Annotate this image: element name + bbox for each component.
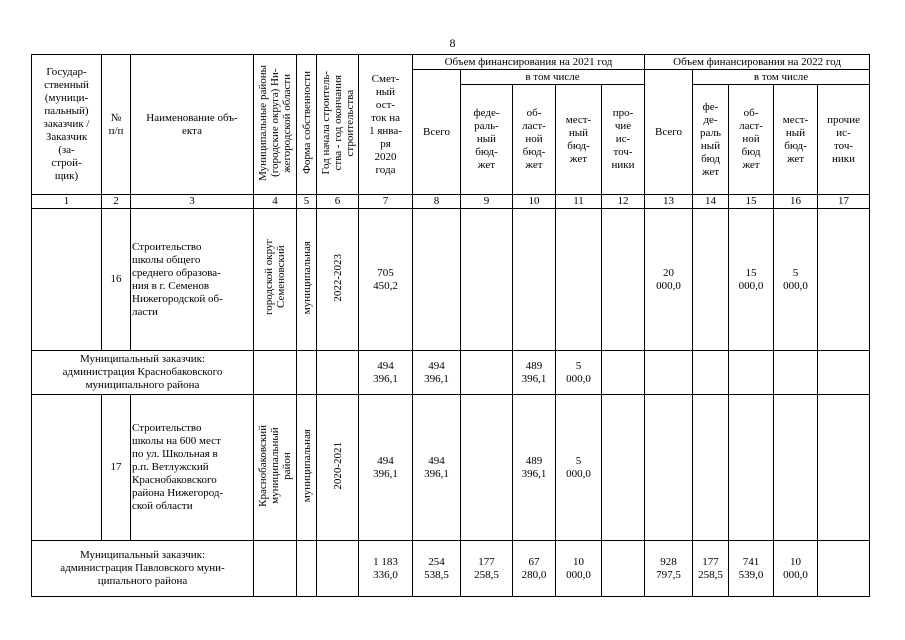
r16-federal-2022 bbox=[693, 209, 729, 351]
g2-regional-2021: 67 280,0 bbox=[513, 541, 556, 597]
g1-regional-2022 bbox=[729, 351, 774, 395]
r17-ownership: муниципальная bbox=[300, 428, 313, 503]
col-num-17: 17 bbox=[818, 195, 870, 209]
g1-regional-2021: 489 396,1 bbox=[513, 351, 556, 395]
g2-local-2021: 10 000,0 bbox=[556, 541, 602, 597]
r16-district: городской округ Семеновский bbox=[263, 239, 287, 316]
header-regional-2022: об- ласт- ной бюд жет bbox=[729, 85, 774, 195]
g2-federal-2022: 177 258,5 bbox=[693, 541, 729, 597]
r16-num: 16 bbox=[102, 209, 131, 351]
col-num-5: 5 bbox=[297, 195, 317, 209]
g2-local-2022: 10 000,0 bbox=[774, 541, 818, 597]
col-num-10: 10 bbox=[513, 195, 556, 209]
g1-ownership bbox=[297, 351, 317, 395]
header-customer: Государ- ственный (муници- пальный) заказчик / Заказчик (за- строй- щик) bbox=[32, 55, 102, 195]
g2-district bbox=[254, 541, 297, 597]
header-total-2021: Всего bbox=[413, 70, 461, 195]
financing-table bbox=[31, 54, 870, 597]
header-federal-2022: фе- де- раль ный бюд жет bbox=[693, 85, 729, 195]
r17-total-2021: 494 396,1 bbox=[413, 395, 461, 541]
r16-local-2022: 5 000,0 bbox=[774, 209, 818, 351]
g2-years bbox=[317, 541, 359, 597]
r17-local-2021: 5 000,0 bbox=[556, 395, 602, 541]
g1-federal-2021 bbox=[461, 351, 513, 395]
r17-other-2021 bbox=[602, 395, 645, 541]
col-num-1: 1 bbox=[32, 195, 102, 209]
r16-estimate: 705 450,2 bbox=[359, 209, 413, 351]
header-num: № п/п bbox=[102, 55, 131, 195]
col-num-3: 3 bbox=[131, 195, 254, 209]
g2-other-2021 bbox=[602, 541, 645, 597]
group-1-label: Муниципальный заказчик: администрация Краснобаковского муниципального района bbox=[32, 351, 254, 395]
g1-federal-2022 bbox=[693, 351, 729, 395]
g2-total-2022: 928 797,5 bbox=[645, 541, 693, 597]
col-num-16: 16 bbox=[774, 195, 818, 209]
header-other-2022: прочие ис- точ- ники bbox=[818, 85, 870, 195]
header-fin-2022: Объем финансирования на 2022 год bbox=[645, 55, 870, 70]
r17-district-cell bbox=[254, 395, 297, 541]
r17-district: Краснобаковский муниципальный район bbox=[257, 424, 293, 507]
r17-federal-2022 bbox=[693, 395, 729, 541]
col-num-14: 14 bbox=[693, 195, 729, 209]
r16-federal-2021 bbox=[461, 209, 513, 351]
header-total-2022: Всего bbox=[645, 70, 693, 195]
header-district-cell bbox=[254, 55, 297, 195]
header-estimate: Смет- ный ост- ток на 1 янва- ря 2020 года bbox=[359, 55, 413, 195]
column-number-row bbox=[32, 195, 870, 209]
header-years-cell bbox=[317, 55, 359, 195]
g2-regional-2022: 741 539,0 bbox=[729, 541, 774, 597]
r17-ownership-cell bbox=[297, 395, 317, 541]
g1-total-2021: 494 396,1 bbox=[413, 351, 461, 395]
r16-years-cell bbox=[317, 209, 359, 351]
table-row-16 bbox=[32, 209, 870, 351]
header-row-1 bbox=[32, 55, 870, 70]
group-row-krasnobakovsky bbox=[32, 351, 870, 395]
r16-district-cell bbox=[254, 209, 297, 351]
col-num-13: 13 bbox=[645, 195, 693, 209]
r16-local-2021 bbox=[556, 209, 602, 351]
g1-other-2021 bbox=[602, 351, 645, 395]
r17-other-2022 bbox=[818, 395, 870, 541]
header-local-2021: мест- ный бюд- жет bbox=[556, 85, 602, 195]
r16-regional-2021 bbox=[513, 209, 556, 351]
col-num-2: 2 bbox=[102, 195, 131, 209]
r17-name: Строительство школы на 600 мест по ул. Школьная в р.п. Ветлужский Краснобаковского района Нижегород- ской области bbox=[131, 395, 254, 541]
col-num-15: 15 bbox=[729, 195, 774, 209]
g1-other-2022 bbox=[818, 351, 870, 395]
group-row-pavlovsky bbox=[32, 541, 870, 597]
r17-total-2022 bbox=[645, 395, 693, 541]
r16-total-2021 bbox=[413, 209, 461, 351]
r16-name: Строительство школы общего среднего образова- ния в г. Семенов Нижегородской об- ласти bbox=[131, 209, 254, 351]
g1-total-2022 bbox=[645, 351, 693, 395]
r17-years-cell bbox=[317, 395, 359, 541]
header-incl-2022: в том числе bbox=[693, 70, 870, 85]
r16-ownership-cell bbox=[297, 209, 317, 351]
g2-estimate: 1 183 336,0 bbox=[359, 541, 413, 597]
col-num-9: 9 bbox=[461, 195, 513, 209]
r17-regional-2022 bbox=[729, 395, 774, 541]
r17-num: 17 bbox=[102, 395, 131, 541]
r17-customer bbox=[32, 395, 102, 541]
header-fin-2021: Объем финансирования на 2021 год bbox=[413, 55, 645, 70]
header-ownership: Форма собственности bbox=[300, 71, 313, 174]
col-num-4: 4 bbox=[254, 195, 297, 209]
header-federal-2021: феде- раль- ный бюд- жет bbox=[461, 85, 513, 195]
header-local-2022: мест- ный бюд- жет bbox=[774, 85, 818, 195]
header-other-2021: про- чие ис- точ- ники bbox=[602, 85, 645, 195]
col-num-8: 8 bbox=[413, 195, 461, 209]
page-number: 8 bbox=[449, 36, 456, 50]
g1-estimate: 494 396,1 bbox=[359, 351, 413, 395]
r16-ownership: муниципальная bbox=[300, 240, 313, 315]
g1-district bbox=[254, 351, 297, 395]
table-row-17 bbox=[32, 395, 870, 541]
r16-other-2021 bbox=[602, 209, 645, 351]
header-district: Муниципальные районы (городские округа) Ни- жегородской области bbox=[257, 64, 293, 181]
r16-years: 2022-2023 bbox=[331, 253, 344, 302]
header-regional-2021: об- ласт- ной бюд- жет bbox=[513, 85, 556, 195]
g2-total-2021: 254 538,5 bbox=[413, 541, 461, 597]
r16-customer bbox=[32, 209, 102, 351]
r16-regional-2022: 15 000,0 bbox=[729, 209, 774, 351]
col-num-12: 12 bbox=[602, 195, 645, 209]
col-num-11: 11 bbox=[556, 195, 602, 209]
group-2-label: Муниципальный заказчик: администрация Павловского муни- ципального района bbox=[32, 541, 254, 597]
col-num-6: 6 bbox=[317, 195, 359, 209]
header-name: Наименование объ- екта bbox=[131, 55, 254, 195]
r17-years: 2020-2021 bbox=[331, 441, 344, 490]
g1-local-2022 bbox=[774, 351, 818, 395]
g1-local-2021: 5 000,0 bbox=[556, 351, 602, 395]
g2-federal-2021: 177 258,5 bbox=[461, 541, 513, 597]
g1-years bbox=[317, 351, 359, 395]
r17-federal-2021 bbox=[461, 395, 513, 541]
col-num-7: 7 bbox=[359, 195, 413, 209]
r17-estimate: 494 396,1 bbox=[359, 395, 413, 541]
r16-total-2022: 20 000,0 bbox=[645, 209, 693, 351]
g2-ownership bbox=[297, 541, 317, 597]
header-years: Год начала строитель- ства - год окончания строительства bbox=[319, 70, 356, 175]
g2-other-2022 bbox=[818, 541, 870, 597]
r17-regional-2021: 489 396,1 bbox=[513, 395, 556, 541]
header-incl-2021: в том числе bbox=[461, 70, 645, 85]
r16-other-2022 bbox=[818, 209, 870, 351]
r17-local-2022 bbox=[774, 395, 818, 541]
header-ownership-cell bbox=[297, 55, 317, 195]
